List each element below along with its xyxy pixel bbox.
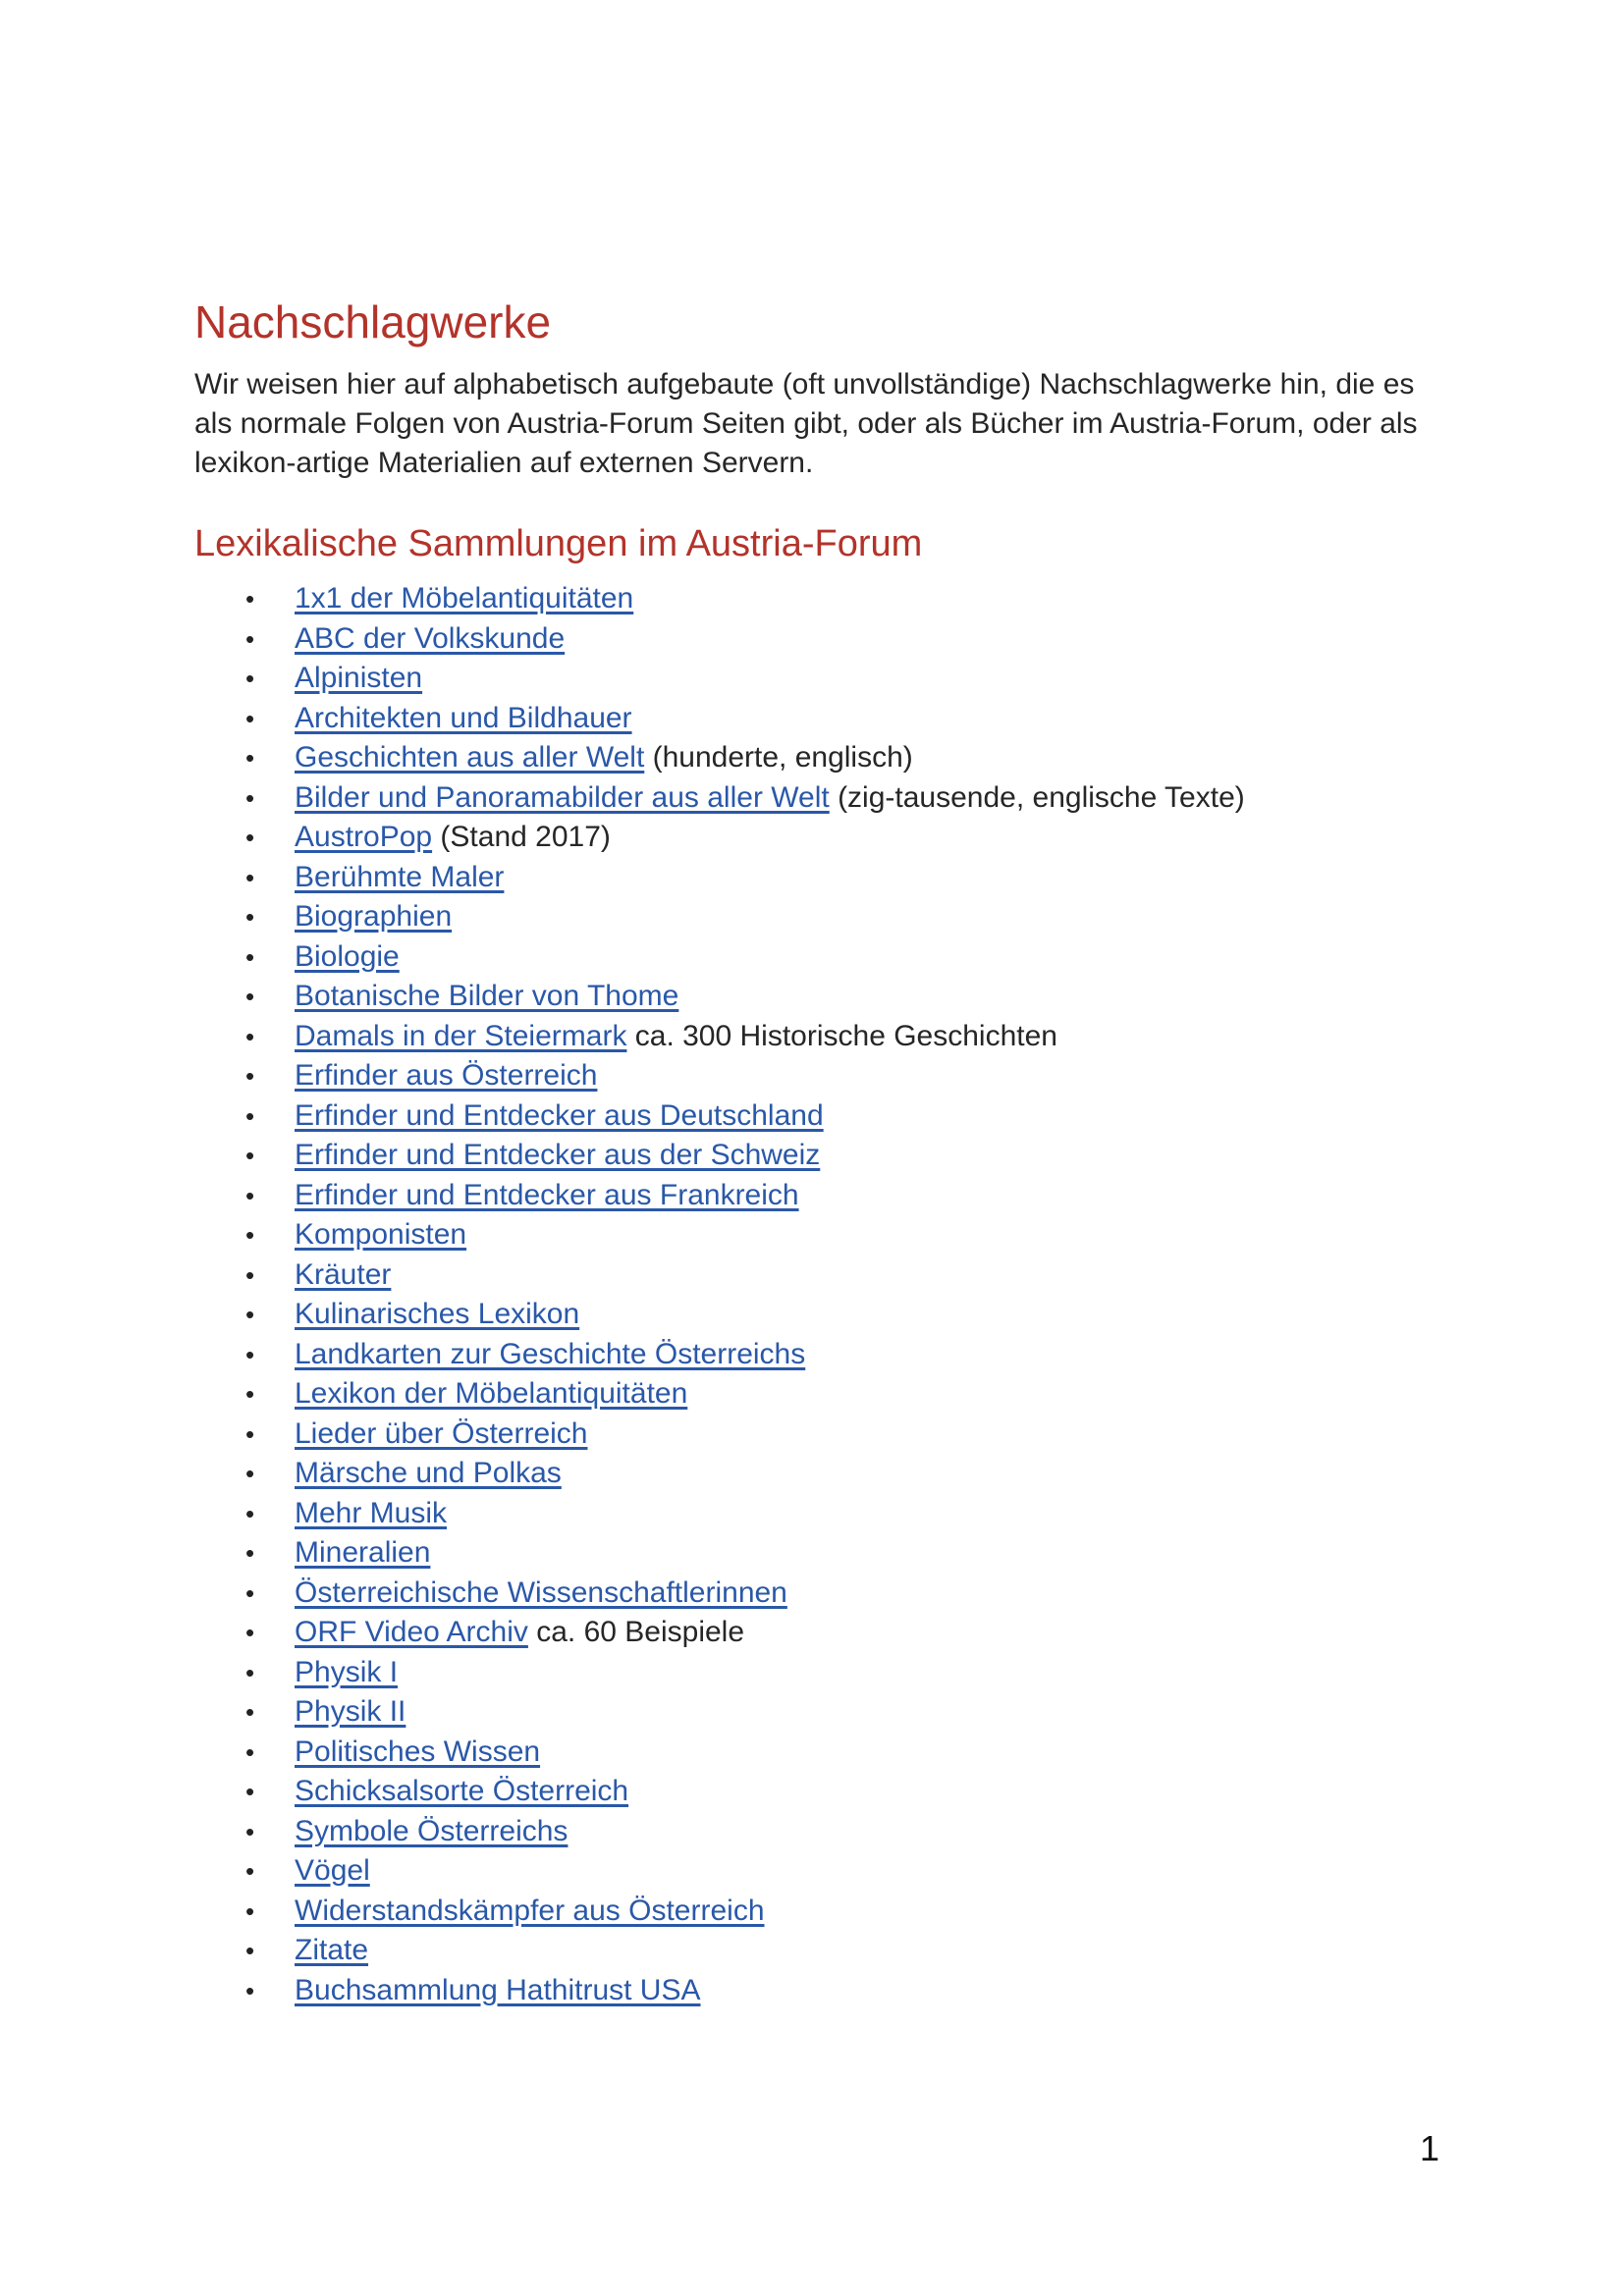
reference-link[interactable]: Vögel xyxy=(295,1854,370,1887)
reference-link[interactable]: Bilder und Panoramabilder aus aller Welt xyxy=(295,780,830,814)
item-note: (Stand 2017) xyxy=(432,821,611,853)
list-item xyxy=(194,1136,1432,1176)
bullet-icon: • xyxy=(245,1856,255,1886)
page-number: 1 xyxy=(1420,2128,1440,2168)
item-note: (zig-tausende, englische Texte) xyxy=(829,780,1245,814)
list-item xyxy=(194,1335,1432,1375)
bullet-icon: • xyxy=(245,1498,255,1528)
bullet-icon: • xyxy=(245,623,255,654)
bullet-icon: • xyxy=(245,823,255,852)
reference-link[interactable]: Damals in der Steiermark xyxy=(295,1019,627,1052)
list-item xyxy=(194,1215,1432,1255)
bullet-icon: • xyxy=(245,1577,255,1608)
bullet-icon: • xyxy=(245,1379,255,1409)
bullet-icon: • xyxy=(245,982,255,1011)
reference-link[interactable]: Mineralien xyxy=(295,1536,431,1569)
bullet-icon: • xyxy=(245,584,255,614)
list-item xyxy=(194,858,1432,898)
list-item xyxy=(194,1733,1432,1773)
reference-link[interactable]: Erfinder und Entdecker aus Deutschland xyxy=(295,1098,824,1132)
reference-link[interactable]: Symbole Österreichs xyxy=(295,1814,568,1847)
bullet-icon: • xyxy=(245,1021,255,1051)
list-item xyxy=(194,1415,1432,1455)
bullet-icon: • xyxy=(245,1418,255,1449)
bullet-icon: • xyxy=(245,1220,255,1250)
reference-link[interactable]: Botanische Bilder von Thome xyxy=(295,980,679,1012)
bullet-icon: • xyxy=(245,1180,255,1210)
list-item xyxy=(194,1812,1432,1852)
reference-link[interactable]: Buchsammlung Hathitrust USA xyxy=(295,1973,701,2006)
reference-link[interactable]: Erfinder und Entdecker aus der Schweiz xyxy=(295,1139,821,1171)
bullet-icon: • xyxy=(245,941,255,972)
page-title: Nachschlagwerke xyxy=(194,296,552,347)
list-item xyxy=(194,1692,1432,1733)
reference-link[interactable]: Erfinder aus Österreich xyxy=(295,1059,598,1092)
bullet-icon: • xyxy=(245,664,255,693)
list-item xyxy=(194,1017,1432,1057)
bullet-icon: • xyxy=(245,1975,255,2005)
reference-link[interactable]: Biographien xyxy=(295,900,453,933)
bullet-icon: • xyxy=(245,1657,255,1687)
reference-link[interactable]: Physik II xyxy=(295,1695,406,1728)
list-item xyxy=(194,1533,1432,1574)
reference-link[interactable]: Erfinder und Entdecker aus Frankreich xyxy=(295,1178,799,1211)
list-item xyxy=(194,619,1432,660)
reference-link[interactable]: ORF Video Archiv xyxy=(295,1616,528,1648)
list-item xyxy=(194,1176,1432,1216)
reference-link[interactable]: AustroPop xyxy=(295,821,433,853)
reference-link[interactable]: Politisches Wissen xyxy=(295,1735,541,1768)
reference-link[interactable]: Mehr Musik xyxy=(295,1496,448,1529)
bullet-icon: • xyxy=(245,862,255,892)
list-item xyxy=(194,699,1432,739)
bullet-icon: • xyxy=(245,1459,255,1488)
reference-link[interactable]: ABC der Volkskunde xyxy=(295,621,566,655)
bullet-icon: • xyxy=(245,1538,255,1568)
reference-link[interactable]: Widerstandskämpfer aus Österreich xyxy=(295,1894,765,1927)
list-item xyxy=(194,1653,1432,1693)
reference-link[interactable]: Geschichten aus aller Welt xyxy=(295,741,645,774)
bullet-icon: • xyxy=(245,902,255,932)
item-note: (hunderte, englisch) xyxy=(644,741,913,774)
list-item xyxy=(194,1574,1432,1614)
bullet-icon: • xyxy=(245,1259,255,1290)
section-title: Lexikalische Sammlungen im Austria-Forum xyxy=(194,523,923,564)
item-note: ca. 60 Beispiele xyxy=(527,1616,745,1648)
bullet-icon: • xyxy=(245,1936,255,1965)
intro-paragraph: Wir weisen hier auf alphabetisch aufgebaute (oft unvollständige) Nachschlagwerke hin, die es als normale Folgen von Austria-Forum Seiten gibt, oder als Bücher im Austria-Forum, oder als lexikon-artige Materialien auf externen Servern. xyxy=(194,368,1418,479)
bullet-icon: • xyxy=(245,1141,255,1170)
reference-link[interactable]: Kulinarisches Lexikon xyxy=(295,1298,580,1330)
bullet-icon: • xyxy=(245,1339,255,1369)
bullet-icon: • xyxy=(245,1777,255,1806)
list-item xyxy=(194,1056,1432,1096)
list-item xyxy=(194,897,1432,937)
list-item xyxy=(194,818,1432,858)
bullet-icon: • xyxy=(245,782,255,813)
reference-link[interactable]: Österreichische Wissenschaftlerinnen xyxy=(295,1575,787,1609)
list-item xyxy=(194,977,1432,1017)
list-item xyxy=(194,1931,1432,1971)
reference-link[interactable]: Alpinisten xyxy=(295,662,423,694)
reference-link[interactable]: Kräuter xyxy=(295,1257,392,1291)
list-item xyxy=(194,1295,1432,1335)
reference-link[interactable]: Landkarten zur Geschichte Österreichs xyxy=(295,1337,806,1370)
reference-link[interactable]: Komponisten xyxy=(295,1218,467,1251)
bullet-icon: • xyxy=(245,1300,255,1329)
document-page xyxy=(194,291,1432,2010)
list-item xyxy=(194,1096,1432,1137)
bullet-icon: • xyxy=(245,703,255,733)
bullet-icon: • xyxy=(245,1736,255,1767)
list-item xyxy=(194,778,1432,819)
list-item xyxy=(194,937,1432,978)
reference-link[interactable]: Schicksalsorte Österreich xyxy=(295,1775,629,1807)
bullet-icon: • xyxy=(245,1816,255,1846)
bullet-icon: • xyxy=(245,743,255,773)
list-item xyxy=(194,1892,1432,1932)
reference-link[interactable]: Biologie xyxy=(295,939,400,973)
list-item xyxy=(194,1494,1432,1534)
item-note: ca. 300 Historische Geschichten xyxy=(626,1019,1057,1052)
list-item xyxy=(194,659,1432,699)
list-item xyxy=(194,579,1432,619)
list-item xyxy=(194,1613,1432,1653)
list-item xyxy=(194,1255,1432,1296)
reference-link[interactable]: 1x1 der Möbelantiquitäten xyxy=(295,582,634,614)
reference-link[interactable]: Architekten und Bildhauer xyxy=(295,701,632,734)
list-item xyxy=(194,1454,1432,1494)
list-item xyxy=(194,1971,1432,2011)
bullet-icon: • xyxy=(245,1061,255,1091)
reference-link[interactable]: Lexikon der Möbelantiquitäten xyxy=(295,1377,688,1410)
list-item xyxy=(194,1374,1432,1415)
reference-list xyxy=(194,579,1432,2010)
bullet-icon: • xyxy=(245,1100,255,1131)
bullet-icon: • xyxy=(245,1618,255,1647)
reference-link[interactable]: Berühmte Maler xyxy=(295,860,505,893)
bullet-icon: • xyxy=(245,1896,255,1926)
reference-link[interactable]: Märsche und Polkas xyxy=(295,1457,562,1489)
list-item xyxy=(194,1772,1432,1812)
bullet-icon: • xyxy=(245,1697,255,1727)
reference-link[interactable]: Physik I xyxy=(295,1655,399,1688)
list-item xyxy=(194,1851,1432,1892)
list-item xyxy=(194,738,1432,778)
reference-link[interactable]: Zitate xyxy=(295,1934,369,1966)
reference-link[interactable]: Lieder über Österreich xyxy=(295,1416,588,1450)
